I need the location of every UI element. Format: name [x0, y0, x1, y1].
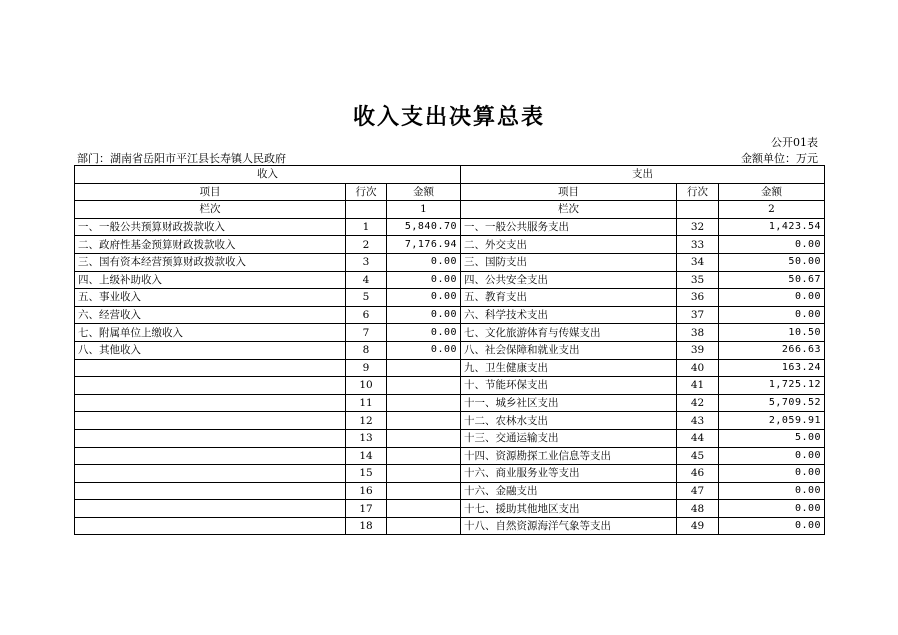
- expense-lanci-label: 栏次: [461, 201, 677, 219]
- income-line-number: 6: [346, 306, 387, 324]
- expense-item-name: 三、国防支出: [461, 253, 677, 271]
- income-amount: [387, 412, 461, 430]
- expense-item-name: 十二、农林水支出: [461, 412, 677, 430]
- income-amount: [387, 394, 461, 412]
- expense-lanci-blank: [677, 201, 719, 219]
- expense-amount: 1,725.12: [719, 377, 825, 395]
- expense-item-name: 四、公共安全支出: [461, 271, 677, 289]
- table-row: [75, 394, 825, 412]
- expense-item-name: 二、外交支出: [461, 236, 677, 254]
- expense-amount: 0.00: [719, 306, 825, 324]
- table-row: [75, 306, 825, 324]
- expense-amount: 10.50: [719, 324, 825, 342]
- expense-line-number: 41: [677, 377, 719, 395]
- income-amount: [387, 429, 461, 447]
- expense-item-name: 五、教育支出: [461, 289, 677, 307]
- income-item-name: 六、经营收入: [75, 306, 346, 324]
- expense-amount: 163.24: [719, 359, 825, 377]
- income-line-number: 15: [346, 465, 387, 483]
- income-amount: 0.00: [387, 306, 461, 324]
- summary-table: [74, 165, 825, 535]
- expense-amount: 266.63: [719, 341, 825, 359]
- expense-line-number: 34: [677, 253, 719, 271]
- income-item-name: 一、一般公共预算财政拨款收入: [75, 218, 346, 236]
- table-row: [75, 447, 825, 465]
- income-amount: 0.00: [387, 341, 461, 359]
- expense-line-number: 32: [677, 218, 719, 236]
- income-line-number: 7: [346, 324, 387, 342]
- table-row: [75, 359, 825, 377]
- table-row: [75, 253, 825, 271]
- expense-line-number: 45: [677, 447, 719, 465]
- table-row: [75, 500, 825, 518]
- income-line-number: 18: [346, 517, 387, 535]
- expense-amount: 50.00: [719, 253, 825, 271]
- expense-line-number: 35: [677, 271, 719, 289]
- expense-item-name: 一、一般公共服务支出: [461, 218, 677, 236]
- income-amount: [387, 482, 461, 500]
- expense-line-number: 49: [677, 517, 719, 535]
- table-row: [75, 517, 825, 535]
- income-item-name: 四、上级补助收入: [75, 271, 346, 289]
- expense-line-number: 47: [677, 482, 719, 500]
- expense-line-number: 42: [677, 394, 719, 412]
- income-lanci-label: 栏次: [75, 201, 346, 219]
- income-line-number: 14: [346, 447, 387, 465]
- page-title: 收入支出决算总表: [352, 105, 545, 130]
- expense-amount: 0.00: [719, 517, 825, 535]
- income-line-number: 9: [346, 359, 387, 377]
- expense-line-number: 48: [677, 500, 719, 518]
- income-amount: [387, 517, 461, 535]
- expense-amount-header: 金额: [719, 183, 825, 201]
- expense-amount: 0.00: [719, 447, 825, 465]
- expense-item-name: 十六、金融支出: [461, 482, 677, 500]
- income-item-name: [75, 412, 346, 430]
- income-amount: [387, 500, 461, 518]
- income-lanci-blank: [346, 201, 387, 219]
- expense-item-name: 六、科学技术支出: [461, 306, 677, 324]
- expense-line-number: 40: [677, 359, 719, 377]
- income-line-number: 8: [346, 341, 387, 359]
- income-item-name: [75, 517, 346, 535]
- expense-item-name: 十一、城乡社区支出: [461, 394, 677, 412]
- income-line-number: 10: [346, 377, 387, 395]
- expense-section-header: 支出: [461, 166, 825, 184]
- income-item-name: 八、其他收入: [75, 341, 346, 359]
- income-lanci-number: 1: [387, 201, 461, 219]
- income-amount: 0.00: [387, 289, 461, 307]
- income-item-name: 二、政府性基金预算财政拨款收入: [75, 236, 346, 254]
- income-section-header: 收入: [75, 166, 461, 184]
- table-row: [75, 412, 825, 430]
- expense-line-number: 37: [677, 306, 719, 324]
- expense-line-header: 行次: [677, 183, 719, 201]
- table-row: [75, 271, 825, 289]
- income-amount: 5,840.70: [387, 218, 461, 236]
- table-row: [75, 377, 825, 395]
- table-row: [75, 324, 825, 342]
- expense-amount: 5,709.52: [719, 394, 825, 412]
- income-item-header: 项目: [75, 183, 346, 201]
- expense-item-name: 八、社会保障和就业支出: [461, 341, 677, 359]
- income-item-name: [75, 465, 346, 483]
- table-row: [75, 429, 825, 447]
- expense-amount: 0.00: [719, 482, 825, 500]
- expense-line-number: 39: [677, 341, 719, 359]
- income-line-number: 2: [346, 236, 387, 254]
- section-header-row: [75, 166, 825, 184]
- income-line-number: 16: [346, 482, 387, 500]
- income-item-name: [75, 377, 346, 395]
- department-label: 部门：湖南省岳阳市平江县长寿镇人民政府: [77, 152, 286, 165]
- income-item-name: 三、国有资本经营预算财政拨款收入: [75, 253, 346, 271]
- income-amount-header: 金额: [387, 183, 461, 201]
- expense-amount: 5.00: [719, 429, 825, 447]
- expense-amount: 2,059.91: [719, 412, 825, 430]
- income-item-name: [75, 429, 346, 447]
- table-row: [75, 482, 825, 500]
- income-line-number: 4: [346, 271, 387, 289]
- income-item-name: [75, 394, 346, 412]
- table-row: [75, 341, 825, 359]
- expense-lanci-number: 2: [719, 201, 825, 219]
- income-line-number: 11: [346, 394, 387, 412]
- expense-amount: 50.67: [719, 271, 825, 289]
- expense-item-name: 十六、商业服务业等支出: [461, 465, 677, 483]
- income-line-number: 12: [346, 412, 387, 430]
- income-line-header: 行次: [346, 183, 387, 201]
- expense-item-name: 十七、援助其他地区支出: [461, 500, 677, 518]
- expense-item-name: 九、卫生健康支出: [461, 359, 677, 377]
- expense-amount: 1,423.54: [719, 218, 825, 236]
- expense-line-number: 36: [677, 289, 719, 307]
- income-item-name: [75, 359, 346, 377]
- expense-line-number: 43: [677, 412, 719, 430]
- table-row: [75, 218, 825, 236]
- income-item-name: 五、事业收入: [75, 289, 346, 307]
- income-amount: 0.00: [387, 324, 461, 342]
- income-amount: 0.00: [387, 271, 461, 289]
- income-line-number: 3: [346, 253, 387, 271]
- income-amount: [387, 359, 461, 377]
- income-amount: [387, 465, 461, 483]
- expense-item-name: 十八、自然资源海洋气象等支出: [461, 517, 677, 535]
- amount-unit-label: 金额单位：万元: [741, 152, 818, 165]
- expense-amount: 0.00: [719, 465, 825, 483]
- income-amount: [387, 447, 461, 465]
- income-item-name: [75, 447, 346, 465]
- expense-line-number: 46: [677, 465, 719, 483]
- expense-item-name: 十三、交通运输支出: [461, 429, 677, 447]
- income-amount: 0.00: [387, 253, 461, 271]
- income-amount: [387, 377, 461, 395]
- table-row: [75, 236, 825, 254]
- expense-item-name: 十四、资源勘探工业信息等支出: [461, 447, 677, 465]
- income-line-number: 17: [346, 500, 387, 518]
- expense-line-number: 38: [677, 324, 719, 342]
- income-line-number: 13: [346, 429, 387, 447]
- column-number-row: [75, 201, 825, 219]
- expense-amount: 0.00: [719, 289, 825, 307]
- table-row: [75, 465, 825, 483]
- expense-amount: 0.00: [719, 236, 825, 254]
- income-item-name: [75, 482, 346, 500]
- expense-amount: 0.00: [719, 500, 825, 518]
- expense-item-name: 七、文化旅游体育与传媒支出: [461, 324, 677, 342]
- income-item-name: 七、附属单位上缴收入: [75, 324, 346, 342]
- income-line-number: 1: [346, 218, 387, 236]
- expense-item-name: 十、节能环保支出: [461, 377, 677, 395]
- expense-item-header: 项目: [461, 183, 677, 201]
- expense-line-number: 33: [677, 236, 719, 254]
- expense-line-number: 44: [677, 429, 719, 447]
- table-code: 公开01表: [771, 136, 818, 149]
- income-line-number: 5: [346, 289, 387, 307]
- income-item-name: [75, 500, 346, 518]
- table-row: [75, 289, 825, 307]
- income-amount: 7,176.94: [387, 236, 461, 254]
- column-header-row: [75, 183, 825, 201]
